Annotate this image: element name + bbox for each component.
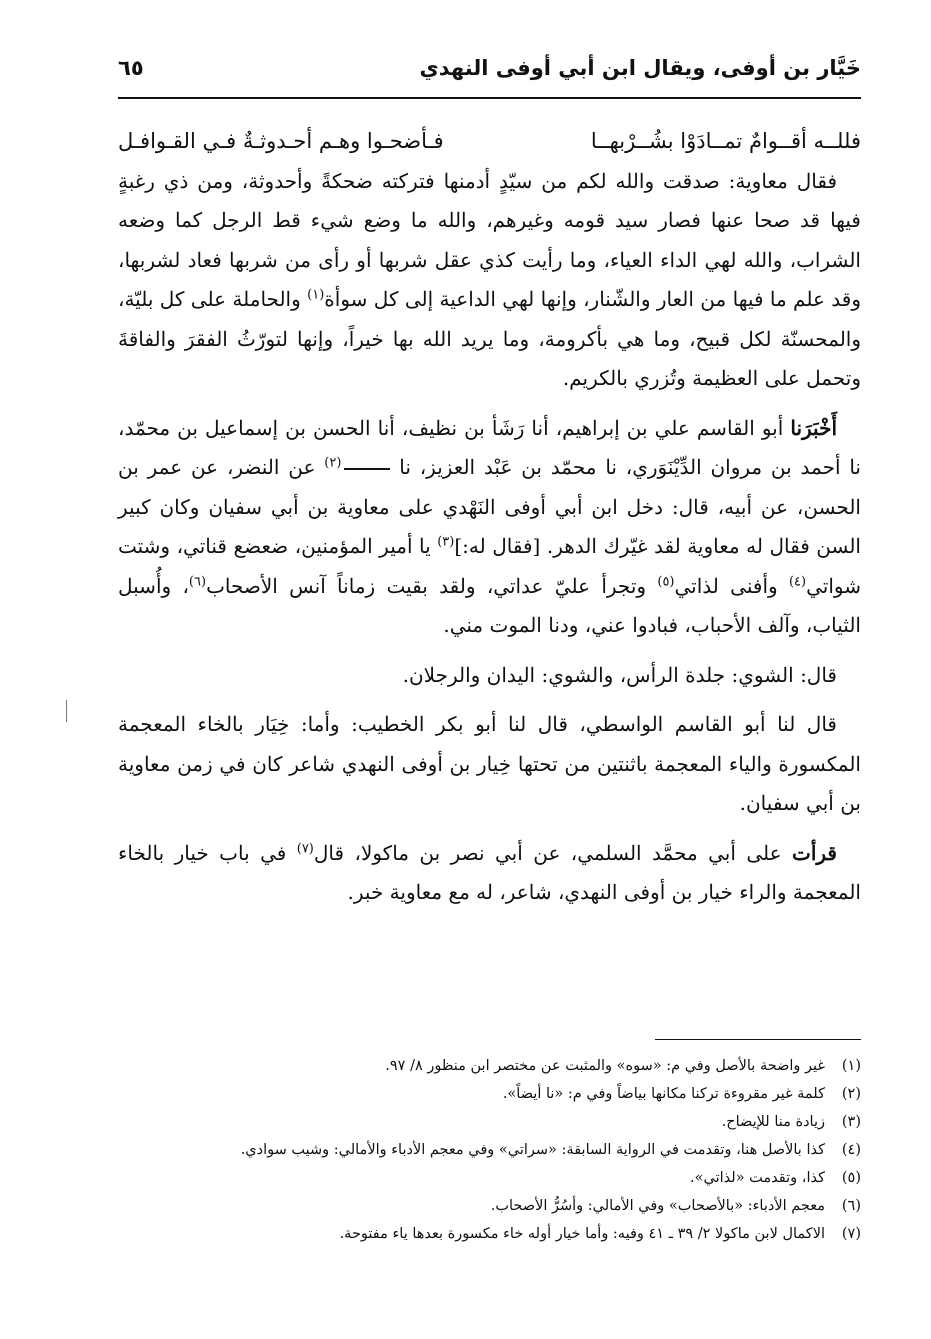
footnote-ref-4[interactable]: (٤) — [788, 573, 807, 589]
page-header — [118, 52, 861, 94]
footnote-text: كذا، وتقدمت «لذاتي». — [690, 1170, 825, 1186]
footnote-ref-1[interactable]: (١) — [307, 287, 325, 303]
paragraph-makula — [118, 834, 861, 913]
paragraph-text: وتجرأ عليّ عداتي، ولقد بقيت زماناً آنس الأصحاب — [206, 573, 658, 598]
footnote-ref-7[interactable]: (٧) — [296, 840, 314, 856]
paragraph-text: على أبي محمَّد السلمي، عن أبي نصر بن ماكولا، قال — [313, 840, 793, 865]
footnote-text: غير واضحة بالأصل وفي م: «سوه» والمثبت عن مختصر ابن منظور ٨/ ٩٧. — [385, 1058, 825, 1074]
paragraph-text: عن النضر، عن عمر بن الحسن، عن أبيه، قال: دخل ابن أبي أوفى النَهْدي على معاوية بن أبي سفيان وكان كبير السن فقال له معاوية لقد غيّرك الدهر. [فقال له:] — [118, 455, 861, 558]
paragraph-text: وأفنى لذاتي — [674, 573, 789, 598]
verse-second-hemistich: فـأضحـوا وهـم أحـدوثـةٌ فـي القـوافـل — [118, 129, 444, 153]
footnote-text: كلمة غير مقروءة تركنا مكانها بياضاً وفي م: «نا أيضاً». — [502, 1086, 825, 1102]
footnote-text: معجم الأدباء: «بالأصحاب» وفي الأمالي: وأسُرُّ الأصحاب. — [490, 1198, 825, 1214]
footnote-text: كذا بالأصل هنا، وتقدمت في الرواية السابقة: «سراتي» وفي معجم الأدباء والأمالي: وشيب سوادي. — [240, 1142, 825, 1158]
footnote-number: (١) — [841, 1058, 861, 1074]
footnote-item — [118, 1220, 861, 1248]
paragraph-lead-word: أَخْبَرَنا — [790, 415, 837, 440]
footnote-item — [118, 1192, 861, 1220]
footnote-ref-3[interactable]: (٣) — [437, 534, 455, 550]
footnote-ref-2[interactable]: (٢) — [324, 455, 342, 471]
poem-verse — [118, 122, 861, 162]
paragraph-text: فقال معاوية: صدقت والله لكم من سيّدٍ أدمنها فتركته ضحكةً وأحدوثة، ومن ذي رغبةٍ فيها قد صحا عنها فصار سيد قومه وغيرهم، والله ما وضع شيء قط الرجل كما وضعه الشراب، والله لهي الداء العياء، وما رأيت كذي عقل شربها أو رأى من شربها فعاد لشربها، وقد علم ما فيها من العار والشّنار، وإنها لهي الداعية إلى كل سوأة — [118, 168, 862, 311]
paragraph-text: والحاملة على كل بليّة، والمحسنّة لكل قبيح، وما هي بأكرومة، وما يريد الله بها خيراً، وإنها لتورّثُ الفقرَ والفاقةَ وتحمل على العظيمة وتُزري بالكريم. — [118, 287, 861, 390]
paragraph-text: ، وأُسبل الثياب، وآلف الأحباب، فبادوا عني، ودنا الموت مني. — [118, 573, 861, 637]
footnote-item — [118, 1136, 861, 1164]
footnote-item — [118, 1080, 861, 1108]
footnote-ref-6[interactable]: (٦) — [188, 573, 207, 589]
header-rule — [118, 97, 861, 99]
footnote-item — [118, 1108, 861, 1136]
paragraph-text: يا أمير المؤمنين، ضعضع قناتي، وشتت شواتي — [118, 534, 861, 598]
footnote-number: (٥) — [841, 1170, 861, 1186]
page-number: ٦٥ — [118, 56, 144, 80]
verse-first-hemistich: فللــه أقــوامٌ تمــادَوْا بشُــرْبهــا — [590, 129, 861, 153]
footnote-text: زيادة منا للإيضاح. — [721, 1114, 825, 1130]
footnote-ref-5[interactable]: (٥) — [657, 573, 675, 589]
footnote-number: (٤) — [841, 1142, 861, 1158]
footnote-item — [118, 1052, 861, 1080]
paragraph-muawiya-reply — [118, 162, 861, 399]
paragraph-text: أبو القاسم علي بن إبراهيم، أنا رَشَأ بن نظيف، أنا الحسن بن إسماعيل بن محمّد، نا أحمد بن مروان الدِّيْنَوَري، نا محمّد بن عَبْد العزيز، نا — [118, 415, 862, 479]
main-text — [118, 122, 861, 913]
illegible-blank — [344, 468, 390, 470]
paragraph-khatib: قال لنا أبو القاسم الواسطي، قال لنا أبو بكر الخطيب: وأما: خِيَار بالخاء المعجمة المكسورة والياء المعجمة باثنتين من تحتها خِيار بن أوفى النهدي شاعر كان في زمن معاوية بن أبي سفيان. — [118, 712, 861, 815]
paragraph-lead-word: قرأت — [792, 840, 837, 865]
paragraph-gloss: قال: الشوي: جلدة الرأس، والشوي: اليدان والرجلان. — [402, 662, 837, 687]
footnote-number: (٦) — [841, 1198, 861, 1214]
paragraph-isnad — [118, 409, 861, 646]
footnote-separator — [655, 1039, 861, 1040]
footnote-item — [118, 1164, 861, 1192]
running-title: خَيَّار بن أوفى، ويقال ابن أبي أوفى النهدي — [419, 56, 861, 80]
footnotes — [118, 1052, 861, 1248]
paragraph-text: في باب خيار بالخاء المعجمة والراء خيار بن أوفى النهدي، شاعر، له مع معاوية خبر. — [118, 840, 861, 904]
footnote-number: (٢) — [841, 1086, 861, 1102]
footnote-number: (٣) — [841, 1114, 861, 1130]
footnote-text: الاكمال لابن ماكولا ٢/ ٣٩ ـ ٤١ وفيه: وأما خيار أوله خاء مكسورة بعدها ياء مفتوحة. — [339, 1226, 825, 1242]
margin-mark — [66, 700, 67, 722]
footnote-number: (٧) — [841, 1226, 861, 1242]
